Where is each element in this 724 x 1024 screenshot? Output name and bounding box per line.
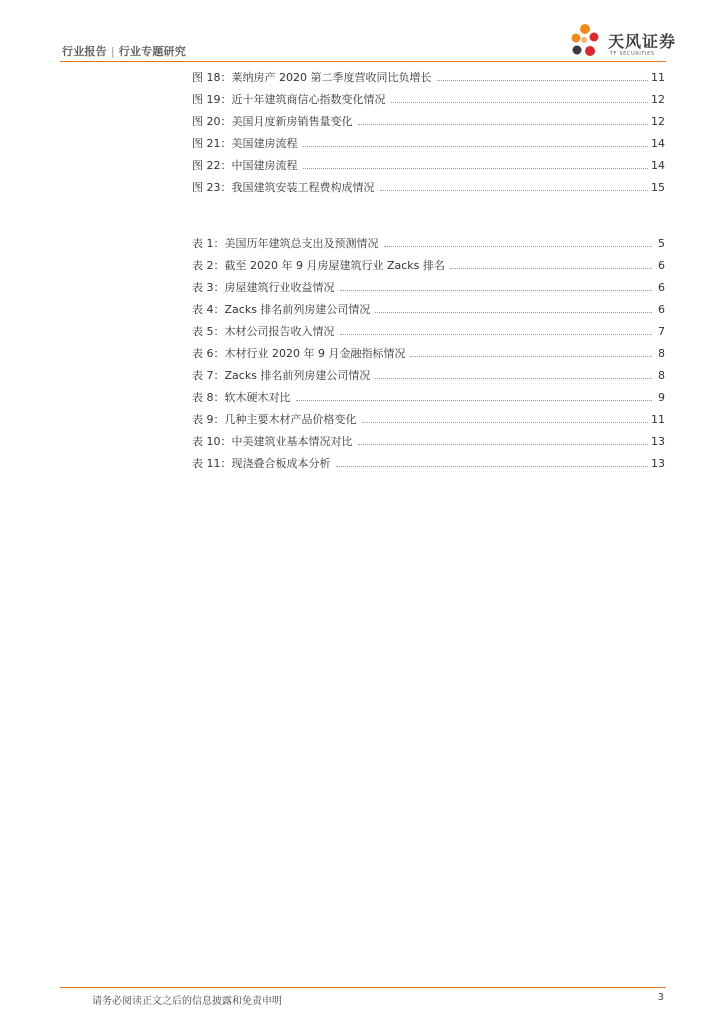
dot-leader <box>437 80 649 81</box>
toc-entry[interactable] <box>192 298 665 320</box>
dot-leader <box>358 124 649 125</box>
toc-entry-page: 12 <box>651 114 665 128</box>
dot-leader <box>391 102 649 103</box>
toc-entry[interactable] <box>192 154 665 176</box>
report-type: 行业报告 <box>62 45 107 58</box>
toc-entry[interactable] <box>192 66 665 88</box>
toc-entry-page: 15 <box>651 180 665 194</box>
toc-entry[interactable] <box>192 408 665 430</box>
dot-leader <box>340 334 653 335</box>
toc-entry[interactable] <box>192 452 665 474</box>
toc-entry-title: 中美建筑业基本情况对比 <box>231 435 353 448</box>
table-list <box>192 232 665 474</box>
toc-entry-title: 木材公司报告收入情况 <box>224 325 335 338</box>
toc-entry-title: 莱纳房产 2020 第二季度营收同比负增长 <box>231 71 432 84</box>
toc-entry-title: 美国历年建筑总支出及预测情况 <box>224 237 379 250</box>
dot-leader <box>303 168 649 169</box>
toc-entry-title: 房屋建筑行业收益情况 <box>224 281 335 294</box>
toc-entry-title: 近十年建筑商信心指数变化情况 <box>231 93 386 106</box>
toc-entry-page: 14 <box>651 158 665 172</box>
dot-leader <box>410 356 652 357</box>
flower-logo-icon <box>566 21 606 61</box>
toc-entry[interactable] <box>192 364 665 386</box>
toc-entry[interactable] <box>192 254 665 276</box>
dot-leader <box>375 378 652 379</box>
dot-leader <box>384 246 653 247</box>
dot-leader <box>296 400 653 401</box>
toc-entry-title: 中国建房流程 <box>231 159 298 172</box>
toc-entry-title: 截至 2020 年 9 月房屋建筑行业 Zacks 排名 <box>224 259 445 272</box>
report-subtype: 行业专题研究 <box>118 45 186 58</box>
toc-entry[interactable] <box>192 386 665 408</box>
toc-entry-number: 表 7： <box>192 369 225 382</box>
toc-entry-title: Zacks 排名前列房建公司情况 <box>224 369 371 382</box>
toc-entry-number: 图 19： <box>192 93 232 106</box>
toc-entry-title: 几种主要木材产品价格变化 <box>224 413 357 426</box>
dot-leader <box>380 190 649 191</box>
footer-divider <box>60 987 666 988</box>
report-header <box>62 43 186 59</box>
toc-entry[interactable] <box>192 276 665 298</box>
toc-entry-number: 表 1： <box>192 237 225 250</box>
toc-entry-page: 7 <box>658 324 665 338</box>
toc-entry-page: 11 <box>651 70 665 84</box>
toc-entry-page: 6 <box>658 258 665 272</box>
toc-entry-number: 表 3： <box>192 281 225 294</box>
dot-leader <box>303 146 649 147</box>
toc-entry-page: 11 <box>651 412 665 426</box>
toc-entry-page: 13 <box>651 434 665 448</box>
dot-leader <box>375 312 652 313</box>
dot-leader <box>358 444 649 445</box>
toc-entry-number: 表 6： <box>192 347 225 360</box>
toc-entry-page: 6 <box>658 302 665 316</box>
toc-entry-title: 软木硬木对比 <box>224 391 291 404</box>
toc-entry-title: 现浇叠合板成本分析 <box>231 457 331 470</box>
toc-entry-page: 5 <box>658 236 665 250</box>
toc-entry[interactable] <box>192 176 665 198</box>
toc-entry-title: 我国建筑安装工程费构成情况 <box>231 181 375 194</box>
toc-entry-page: 14 <box>651 136 665 150</box>
toc-entry-number: 表 2： <box>192 259 225 272</box>
header-separator: | <box>110 45 115 58</box>
toc-entry[interactable] <box>192 232 665 254</box>
toc-entry-page: 8 <box>658 368 665 382</box>
toc-entry[interactable] <box>192 320 665 342</box>
toc-entry-number: 表 4： <box>192 303 225 316</box>
toc-entry[interactable] <box>192 430 665 452</box>
toc-entry-number: 表 8： <box>192 391 225 404</box>
dot-leader <box>450 268 652 269</box>
logo-english-text: TF SECURITIES <box>610 51 655 57</box>
page-number: 3 <box>657 992 664 1003</box>
toc-entry-number: 表 5： <box>192 325 225 338</box>
toc-entry[interactable] <box>192 110 665 132</box>
toc-entry-number: 图 23： <box>192 181 232 194</box>
toc-entry-number: 图 20： <box>192 115 232 128</box>
toc-entry-page: 8 <box>658 346 665 360</box>
toc-entry-title: 美国建房流程 <box>231 137 298 150</box>
logo-chinese-text: 天风证券 <box>608 32 677 51</box>
toc-entry[interactable] <box>192 88 665 110</box>
toc-entry-number: 表 10： <box>192 435 232 448</box>
toc-entry-page: 13 <box>651 456 665 470</box>
tf-securities-logo <box>566 21 676 61</box>
toc-entry-number: 表 11： <box>192 457 232 470</box>
toc-entry-number: 图 21： <box>192 137 232 150</box>
toc-entry[interactable] <box>192 132 665 154</box>
dot-leader <box>336 466 649 467</box>
toc-entry-title: 木材行业 2020 年 9 月金融指标情况 <box>224 347 406 360</box>
toc-entry-title: Zacks 排名前列房建公司情况 <box>224 303 371 316</box>
toc-entry-page: 6 <box>658 280 665 294</box>
toc-entry-number: 表 9： <box>192 413 225 426</box>
toc-entry-title: 美国月度新房销售量变化 <box>231 115 353 128</box>
header-divider <box>60 61 666 62</box>
footer-disclaimer: 请务必阅读正文之后的信息披露和免责申明 <box>92 996 282 1007</box>
dot-leader <box>340 290 653 291</box>
toc-entry-page: 12 <box>651 92 665 106</box>
toc-entry-number: 图 18： <box>192 71 232 84</box>
dot-leader <box>362 422 649 423</box>
figure-list <box>192 66 665 198</box>
toc-entry[interactable] <box>192 342 665 364</box>
toc-entry-page: 9 <box>658 390 665 404</box>
toc-entry-number: 图 22： <box>192 159 232 172</box>
